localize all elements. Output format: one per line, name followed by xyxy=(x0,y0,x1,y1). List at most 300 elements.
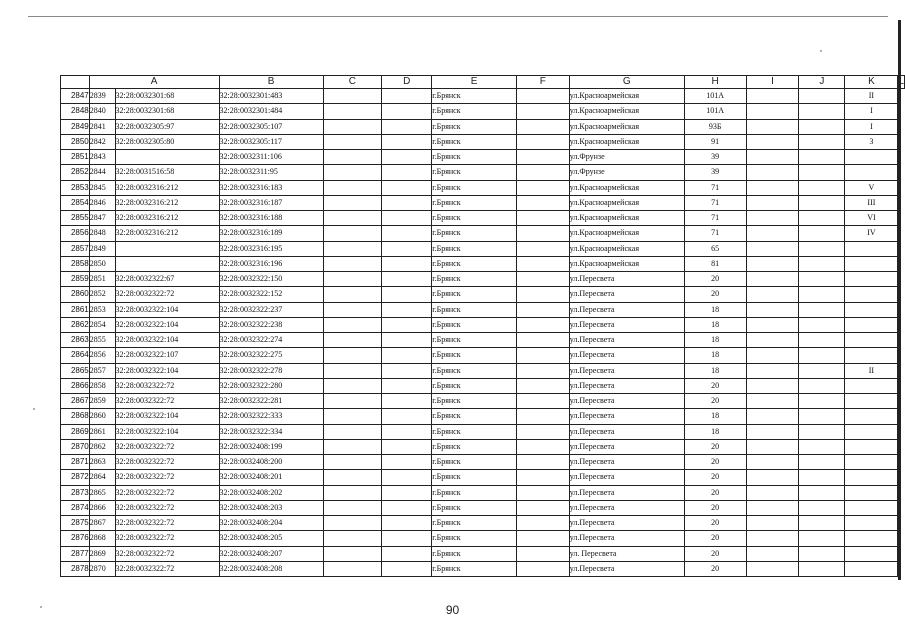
col-c-cell: 32:28:0032408:201 xyxy=(219,470,323,485)
col-c-cell: 32:28:0032316:195 xyxy=(219,241,323,256)
col-l-cell xyxy=(845,241,898,256)
row-number: 2873 xyxy=(61,485,90,500)
col-j-cell xyxy=(746,150,799,165)
col-d-cell xyxy=(323,104,382,119)
col-i-cell: 18 xyxy=(684,424,746,439)
column-header-h: H xyxy=(684,76,746,89)
col-k-cell xyxy=(799,531,845,546)
col-f-cell: г.Брянск xyxy=(432,226,517,241)
col-a-cell: 2864 xyxy=(89,470,115,485)
col-a-cell: 2856 xyxy=(89,348,115,363)
col-d-cell xyxy=(323,226,382,241)
column-header-l: L xyxy=(898,76,904,87)
col-g-cell xyxy=(516,378,569,393)
col-e-cell xyxy=(382,272,432,287)
col-l-cell xyxy=(845,150,898,165)
col-a-cell: 2846 xyxy=(89,195,115,210)
col-d-cell xyxy=(323,485,382,500)
col-k-cell xyxy=(799,317,845,332)
col-e-cell xyxy=(382,561,432,576)
col-e-cell xyxy=(382,485,432,500)
table-row xyxy=(61,180,905,195)
col-c-cell: 32:28:0032322:274 xyxy=(219,333,323,348)
col-l-cell: 3 xyxy=(845,134,898,149)
col-e-cell xyxy=(382,180,432,195)
col-b-cell: 32:28:0032322:72 xyxy=(115,500,219,515)
row-number: 2857 xyxy=(61,241,90,256)
col-d-cell xyxy=(323,424,382,439)
col-d-cell xyxy=(323,531,382,546)
col-e-cell xyxy=(382,104,432,119)
col-d-cell xyxy=(323,89,382,104)
col-b-cell: 32:28:0032322:104 xyxy=(115,363,219,378)
col-d-cell xyxy=(323,500,382,515)
col-f-cell: г.Брянск xyxy=(432,424,517,439)
col-k-cell xyxy=(799,195,845,210)
col-h-cell: ул.Красноармейская xyxy=(569,241,684,256)
column-header-k: K xyxy=(845,76,898,89)
col-c-cell: 32:28:0032316:187 xyxy=(219,195,323,210)
col-j-cell xyxy=(746,195,799,210)
col-b-cell xyxy=(115,256,219,271)
col-h-cell: ул.Красноармейская xyxy=(569,119,684,134)
col-b-cell: 32:28:0032322:104 xyxy=(115,409,219,424)
col-a-cell: 2839 xyxy=(89,89,115,104)
row-number: 2872 xyxy=(61,470,90,485)
col-j-cell xyxy=(746,546,799,561)
col-f-cell: г.Брянск xyxy=(432,439,517,454)
col-c-cell: 32:28:0032305:117 xyxy=(219,134,323,149)
column-header-i: I xyxy=(746,76,799,89)
col-l-cell xyxy=(845,348,898,363)
row-number: 2853 xyxy=(61,180,90,195)
col-i-cell: 20 xyxy=(684,485,746,500)
col-f-cell: г.Брянск xyxy=(432,272,517,287)
row-number: 2858 xyxy=(61,256,90,271)
col-d-cell xyxy=(323,195,382,210)
col-i-cell: 20 xyxy=(684,470,746,485)
col-h-cell: ул.Пересвета xyxy=(569,272,684,287)
table-row xyxy=(61,455,905,470)
table-row xyxy=(61,241,905,256)
row-number: 2855 xyxy=(61,211,90,226)
row-number: 2874 xyxy=(61,500,90,515)
col-h-cell: ул.Фрунзе xyxy=(569,165,684,180)
col-k-cell xyxy=(799,287,845,302)
col-h-cell: ул.Пересвета xyxy=(569,424,684,439)
table-row xyxy=(61,439,905,454)
col-e-cell xyxy=(382,455,432,470)
row-number: 2861 xyxy=(61,302,90,317)
col-h-cell: ул.Красноармейская xyxy=(569,226,684,241)
col-f-cell: г.Брянск xyxy=(432,363,517,378)
col-e-cell xyxy=(382,302,432,317)
col-g-cell xyxy=(516,241,569,256)
col-k-cell xyxy=(799,180,845,195)
table-row xyxy=(61,165,905,180)
col-g-cell xyxy=(516,287,569,302)
col-g-cell xyxy=(516,348,569,363)
col-c-cell: 32:28:0032408:205 xyxy=(219,531,323,546)
col-h-cell: ул.Красноармейская xyxy=(569,89,684,104)
col-f-cell: г.Брянск xyxy=(432,470,517,485)
column-header-f: F xyxy=(516,76,569,89)
col-i-cell: 20 xyxy=(684,561,746,576)
col-b-cell: 32:28:0032322:72 xyxy=(115,439,219,454)
col-a-cell: 2851 xyxy=(89,272,115,287)
col-f-cell: г.Брянск xyxy=(432,409,517,424)
col-j-cell xyxy=(746,256,799,271)
col-k-cell xyxy=(799,363,845,378)
col-a-cell: 2853 xyxy=(89,302,115,317)
col-c-cell: 32:28:0032316:196 xyxy=(219,256,323,271)
col-i-cell: 18 xyxy=(684,363,746,378)
col-a-cell: 2870 xyxy=(89,561,115,576)
table-row xyxy=(61,150,905,165)
col-b-cell: 32:28:0032322:72 xyxy=(115,470,219,485)
col-e-cell xyxy=(382,317,432,332)
col-i-cell: 81 xyxy=(684,256,746,271)
col-g-cell xyxy=(516,272,569,287)
row-number: 2863 xyxy=(61,333,90,348)
col-a-cell: 2850 xyxy=(89,256,115,271)
col-l-cell xyxy=(845,485,898,500)
table-row xyxy=(61,516,905,531)
col-e-cell xyxy=(382,134,432,149)
col-c-cell: 32:28:0032316:183 xyxy=(219,180,323,195)
col-j-cell xyxy=(746,119,799,134)
col-f-cell: г.Брянск xyxy=(432,89,517,104)
table-row xyxy=(61,104,905,119)
col-a-cell: 2849 xyxy=(89,241,115,256)
col-e-cell xyxy=(382,119,432,134)
col-a-cell: 2841 xyxy=(89,119,115,134)
col-e-cell xyxy=(382,195,432,210)
col-h-cell: ул.Красноармейская xyxy=(569,104,684,119)
row-number: 2864 xyxy=(61,348,90,363)
col-l-cell xyxy=(845,439,898,454)
row-number: 2859 xyxy=(61,272,90,287)
col-e-cell xyxy=(382,378,432,393)
col-i-cell: 71 xyxy=(684,180,746,195)
row-number: 2848 xyxy=(61,104,90,119)
col-k-cell xyxy=(799,150,845,165)
col-l-cell xyxy=(845,378,898,393)
col-a-cell: 2858 xyxy=(89,378,115,393)
col-j-cell xyxy=(746,363,799,378)
col-a-cell: 2863 xyxy=(89,455,115,470)
col-e-cell xyxy=(382,256,432,271)
col-d-cell xyxy=(323,165,382,180)
col-c-cell: 32:28:0032301:484 xyxy=(219,104,323,119)
col-b-cell: 32:28:0032322:72 xyxy=(115,546,219,561)
col-g-cell xyxy=(516,226,569,241)
col-d-cell xyxy=(323,546,382,561)
col-c-cell: 32:28:0032322:238 xyxy=(219,317,323,332)
table-row xyxy=(61,394,905,409)
col-c-cell: 32:28:0032311:106 xyxy=(219,150,323,165)
col-b-cell: 32:28:0032322:72 xyxy=(115,287,219,302)
col-h-cell: ул.Пересвета xyxy=(569,516,684,531)
col-e-cell xyxy=(382,211,432,226)
col-f-cell: г.Брянск xyxy=(432,302,517,317)
col-c-cell: 32:28:0032305:107 xyxy=(219,119,323,134)
col-k-cell xyxy=(799,333,845,348)
col-d-cell xyxy=(323,394,382,409)
row-number: 2854 xyxy=(61,195,90,210)
col-f-cell: г.Брянск xyxy=(432,119,517,134)
col-j-cell xyxy=(746,287,799,302)
col-l-cell xyxy=(845,272,898,287)
col-a-cell: 2862 xyxy=(89,439,115,454)
row-number: 2875 xyxy=(61,516,90,531)
col-j-cell xyxy=(746,272,799,287)
col-e-cell xyxy=(382,165,432,180)
col-e-cell xyxy=(382,546,432,561)
col-j-cell xyxy=(746,424,799,439)
col-a-cell: 2857 xyxy=(89,363,115,378)
col-b-cell: 32:28:0032305:97 xyxy=(115,119,219,134)
col-h-cell: ул.Пересвета xyxy=(569,485,684,500)
corner-cell xyxy=(61,76,90,89)
col-f-cell: г.Брянск xyxy=(432,134,517,149)
col-h-cell: ул.Пересвета xyxy=(569,531,684,546)
col-c-cell: 32:28:0032408:208 xyxy=(219,561,323,576)
col-g-cell xyxy=(516,195,569,210)
col-k-cell xyxy=(799,119,845,134)
col-l-cell xyxy=(845,561,898,576)
scan-speck xyxy=(820,50,822,52)
col-f-cell: г.Брянск xyxy=(432,500,517,515)
col-c-cell: 32:28:0032408:204 xyxy=(219,516,323,531)
col-g-cell xyxy=(516,516,569,531)
col-a-cell: 2859 xyxy=(89,394,115,409)
table-row xyxy=(61,287,905,302)
col-b-cell: 32:28:0032322:104 xyxy=(115,424,219,439)
col-i-cell: 20 xyxy=(684,378,746,393)
column-header-c: C xyxy=(323,76,382,89)
col-f-cell: г.Брянск xyxy=(432,287,517,302)
row-number: 2869 xyxy=(61,424,90,439)
col-b-cell: 32:28:0032322:104 xyxy=(115,302,219,317)
col-l-cell xyxy=(845,500,898,515)
col-d-cell xyxy=(323,256,382,271)
col-j-cell xyxy=(746,241,799,256)
col-a-cell: 2843 xyxy=(89,150,115,165)
table-row xyxy=(61,119,905,134)
col-e-cell xyxy=(382,89,432,104)
col-b-cell: 32:28:0032322:72 xyxy=(115,531,219,546)
row-number: 2851 xyxy=(61,150,90,165)
row-number: 2860 xyxy=(61,287,90,302)
col-k-cell xyxy=(799,485,845,500)
col-g-cell xyxy=(516,180,569,195)
col-b-cell: 32:28:0032305:80 xyxy=(115,134,219,149)
col-b-cell xyxy=(115,241,219,256)
col-i-cell: 18 xyxy=(684,317,746,332)
table-row xyxy=(61,317,905,332)
col-a-cell: 2865 xyxy=(89,485,115,500)
row-number: 2852 xyxy=(61,165,90,180)
col-d-cell xyxy=(323,180,382,195)
row-number: 2865 xyxy=(61,363,90,378)
col-i-cell: 20 xyxy=(684,272,746,287)
column-header-j: J xyxy=(799,76,845,89)
col-j-cell xyxy=(746,409,799,424)
col-j-cell xyxy=(746,89,799,104)
col-g-cell xyxy=(516,561,569,576)
col-l-cell xyxy=(845,470,898,485)
col-i-cell: 20 xyxy=(684,500,746,515)
table-row xyxy=(61,546,905,561)
col-a-cell: 2847 xyxy=(89,211,115,226)
col-e-cell xyxy=(382,394,432,409)
col-l-cell: II xyxy=(845,363,898,378)
col-a-cell: 2866 xyxy=(89,500,115,515)
col-j-cell xyxy=(746,500,799,515)
col-h-cell: ул.Красноармейская xyxy=(569,211,684,226)
col-i-cell: 101А xyxy=(684,104,746,119)
col-j-cell xyxy=(746,455,799,470)
table-row xyxy=(61,134,905,149)
col-j-cell xyxy=(746,516,799,531)
col-j-cell xyxy=(746,302,799,317)
col-g-cell xyxy=(516,89,569,104)
column-header-e: E xyxy=(432,76,517,89)
col-g-cell xyxy=(516,104,569,119)
col-j-cell xyxy=(746,348,799,363)
col-h-cell: ул.Пересвета xyxy=(569,409,684,424)
col-b-cell: 32:28:0032322:72 xyxy=(115,516,219,531)
col-e-cell xyxy=(382,241,432,256)
col-l-cell: I xyxy=(845,104,898,119)
row-number: 2862 xyxy=(61,317,90,332)
col-g-cell xyxy=(516,119,569,134)
col-k-cell xyxy=(799,470,845,485)
col-c-cell: 32:28:0032322:278 xyxy=(219,363,323,378)
col-g-cell xyxy=(516,256,569,271)
col-k-cell xyxy=(799,272,845,287)
col-l-cell xyxy=(845,516,898,531)
col-k-cell xyxy=(799,211,845,226)
table-row xyxy=(61,348,905,363)
col-a-cell: 2869 xyxy=(89,546,115,561)
col-j-cell xyxy=(746,134,799,149)
col-l-cell xyxy=(845,333,898,348)
col-h-cell: ул.Пересвета xyxy=(569,470,684,485)
page-top-rule xyxy=(28,16,888,17)
col-l-cell: III xyxy=(845,195,898,210)
col-k-cell xyxy=(799,546,845,561)
col-g-cell xyxy=(516,211,569,226)
table-row xyxy=(61,470,905,485)
col-k-cell xyxy=(799,409,845,424)
col-e-cell xyxy=(382,531,432,546)
col-h-cell: ул.Пересвета xyxy=(569,455,684,470)
scan-speck xyxy=(33,408,35,410)
col-b-cell: 32:28:0032322:72 xyxy=(115,378,219,393)
col-d-cell xyxy=(323,561,382,576)
col-b-cell: 32:28:0032322:104 xyxy=(115,317,219,332)
col-i-cell: 20 xyxy=(684,546,746,561)
col-c-cell: 32:28:0032316:189 xyxy=(219,226,323,241)
col-i-cell: 93Б xyxy=(684,119,746,134)
col-l-cell xyxy=(845,424,898,439)
col-k-cell xyxy=(799,256,845,271)
col-c-cell: 32:28:0032301:483 xyxy=(219,89,323,104)
col-e-cell xyxy=(382,333,432,348)
col-k-cell xyxy=(799,516,845,531)
col-i-cell: 20 xyxy=(684,516,746,531)
col-i-cell: 65 xyxy=(684,241,746,256)
col-e-cell xyxy=(382,150,432,165)
col-g-cell xyxy=(516,394,569,409)
col-j-cell xyxy=(746,378,799,393)
row-number: 2849 xyxy=(61,119,90,134)
col-f-cell: г.Брянск xyxy=(432,561,517,576)
table-row xyxy=(61,226,905,241)
col-k-cell xyxy=(799,89,845,104)
col-l-cell xyxy=(845,531,898,546)
col-b-cell: 32:28:0032322:107 xyxy=(115,348,219,363)
col-b-cell: 32:28:0032301:68 xyxy=(115,89,219,104)
col-b-cell: 32:28:0032316:212 xyxy=(115,180,219,195)
col-f-cell: г.Брянск xyxy=(432,485,517,500)
col-k-cell xyxy=(799,241,845,256)
table-row xyxy=(61,256,905,271)
col-a-cell: 2854 xyxy=(89,317,115,332)
col-d-cell xyxy=(323,302,382,317)
col-g-cell xyxy=(516,485,569,500)
col-d-cell xyxy=(323,333,382,348)
row-number: 2847 xyxy=(61,89,90,104)
column-header-g: G xyxy=(569,76,684,89)
col-h-cell: ул.Пересвета xyxy=(569,394,684,409)
col-l-cell xyxy=(845,287,898,302)
col-l-cell: V xyxy=(845,180,898,195)
row-number: 2856 xyxy=(61,226,90,241)
table-row xyxy=(61,424,905,439)
col-l-cell xyxy=(845,256,898,271)
col-a-cell: 2840 xyxy=(89,104,115,119)
table-row xyxy=(61,485,905,500)
col-f-cell: г.Брянск xyxy=(432,348,517,363)
col-e-cell xyxy=(382,363,432,378)
col-k-cell xyxy=(799,378,845,393)
col-f-cell: г.Брянск xyxy=(432,241,517,256)
table-row xyxy=(61,378,905,393)
row-number: 2871 xyxy=(61,455,90,470)
table-row xyxy=(61,89,905,104)
col-k-cell xyxy=(799,226,845,241)
col-e-cell xyxy=(382,287,432,302)
col-g-cell xyxy=(516,302,569,317)
col-a-cell: 2861 xyxy=(89,424,115,439)
col-g-cell xyxy=(516,470,569,485)
col-h-cell: ул.Красноармейская xyxy=(569,134,684,149)
col-d-cell xyxy=(323,378,382,393)
col-h-cell: ул.Пересвета xyxy=(569,439,684,454)
col-c-cell: 32:28:0032408:203 xyxy=(219,500,323,515)
col-j-cell xyxy=(746,333,799,348)
col-j-cell xyxy=(746,485,799,500)
col-i-cell: 71 xyxy=(684,195,746,210)
col-k-cell xyxy=(799,348,845,363)
col-a-cell: 2868 xyxy=(89,531,115,546)
col-j-cell xyxy=(746,394,799,409)
col-i-cell: 18 xyxy=(684,333,746,348)
col-c-cell: 32:28:0032408:202 xyxy=(219,485,323,500)
